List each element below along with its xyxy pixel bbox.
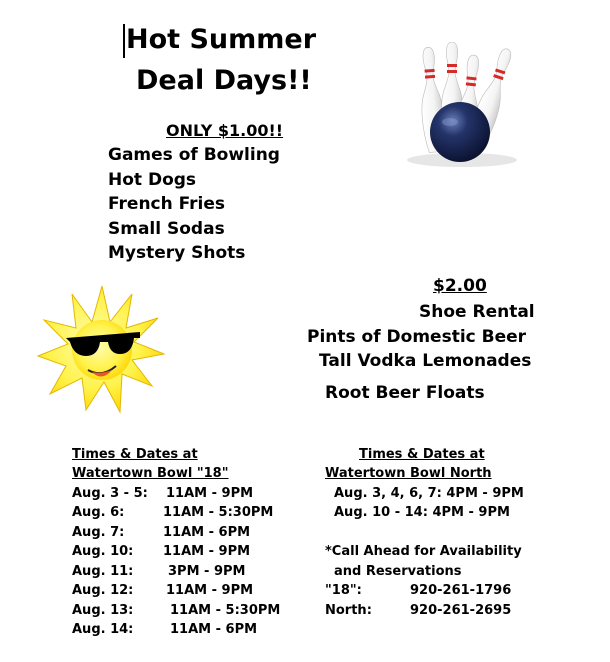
watertown18-date-4: Aug. 10: — [72, 544, 134, 559]
watertown18-time-3: 11AM - 6PM — [163, 525, 251, 540]
north-row-2: Aug. 10 - 14: 4PM - 9PM — [334, 505, 510, 520]
one-dollar-item-4: Small Sodas — [108, 219, 225, 239]
one-dollar-item-3: French Fries — [108, 194, 226, 214]
two-dollar-item-1: Shoe Rental — [419, 302, 535, 322]
north-row-1: Aug. 3, 4, 6, 7: 4PM - 9PM — [334, 486, 524, 501]
phone-label-north: North: — [325, 603, 372, 618]
watertown18-date-8: Aug. 14: — [72, 622, 134, 637]
phone-label-18: "18": — [325, 583, 362, 598]
north-heading-1: Times & Dates at — [359, 447, 485, 462]
call-ahead-note-2: and Reservations — [334, 564, 462, 579]
watertown18-date-6: Aug. 12: — [72, 583, 134, 598]
sun-with-sunglasses-icon — [36, 282, 166, 417]
one-dollar-item-2: Hot Dogs — [108, 170, 197, 190]
watertown18-date-1: Aug. 3 - 5: — [72, 486, 148, 501]
one-dollar-item-1: Games of Bowling — [108, 145, 280, 165]
watertown18-date-5: Aug. 11: — [72, 564, 134, 579]
watertown18-time-5: 3PM - 9PM — [168, 564, 246, 579]
phone-number-18: 920-261-1796 — [410, 583, 512, 598]
watertown18-date-3: Aug. 7: — [72, 525, 125, 540]
one-dollar-item-5: Mystery Shots — [108, 243, 246, 263]
two-dollar-item-4: Root Beer Floats — [325, 383, 485, 403]
watertown18-date-7: Aug. 13: — [72, 603, 134, 618]
two-dollar-item-3: Tall Vodka Lemonades — [319, 351, 532, 371]
one-dollar-heading: ONLY $1.00!! — [166, 121, 284, 140]
text-cursor — [123, 24, 125, 58]
bowling-pins-and-ball-icon — [402, 42, 542, 172]
two-dollar-item-2: Pints of Domestic Beer — [307, 327, 527, 347]
watertown18-time-8: 11AM - 6PM — [170, 622, 258, 637]
watertown18-time-2: 11AM - 5:30PM — [163, 505, 274, 520]
watertown18-time-1: 11AM - 9PM — [166, 486, 254, 501]
watertown18-time-7: 11AM - 5:30PM — [170, 603, 281, 618]
phone-number-north: 920-261-2695 — [410, 603, 512, 618]
call-ahead-note-1: *Call Ahead for Availability — [325, 544, 522, 559]
watertown18-time-4: 11AM - 9PM — [163, 544, 251, 559]
watertown18-heading-1: Times & Dates at — [72, 447, 198, 462]
two-dollar-heading: $2.00 — [433, 276, 487, 296]
watertown18-time-6: 11AM - 9PM — [166, 583, 254, 598]
watertown18-date-2: Aug. 6: — [72, 505, 125, 520]
title-line-1: Hot Summer — [126, 24, 317, 55]
north-heading-2: Watertown Bowl North — [325, 466, 492, 481]
title-line-2: Deal Days!! — [136, 65, 312, 96]
watertown18-heading-2: Watertown Bowl "18" — [72, 466, 229, 481]
